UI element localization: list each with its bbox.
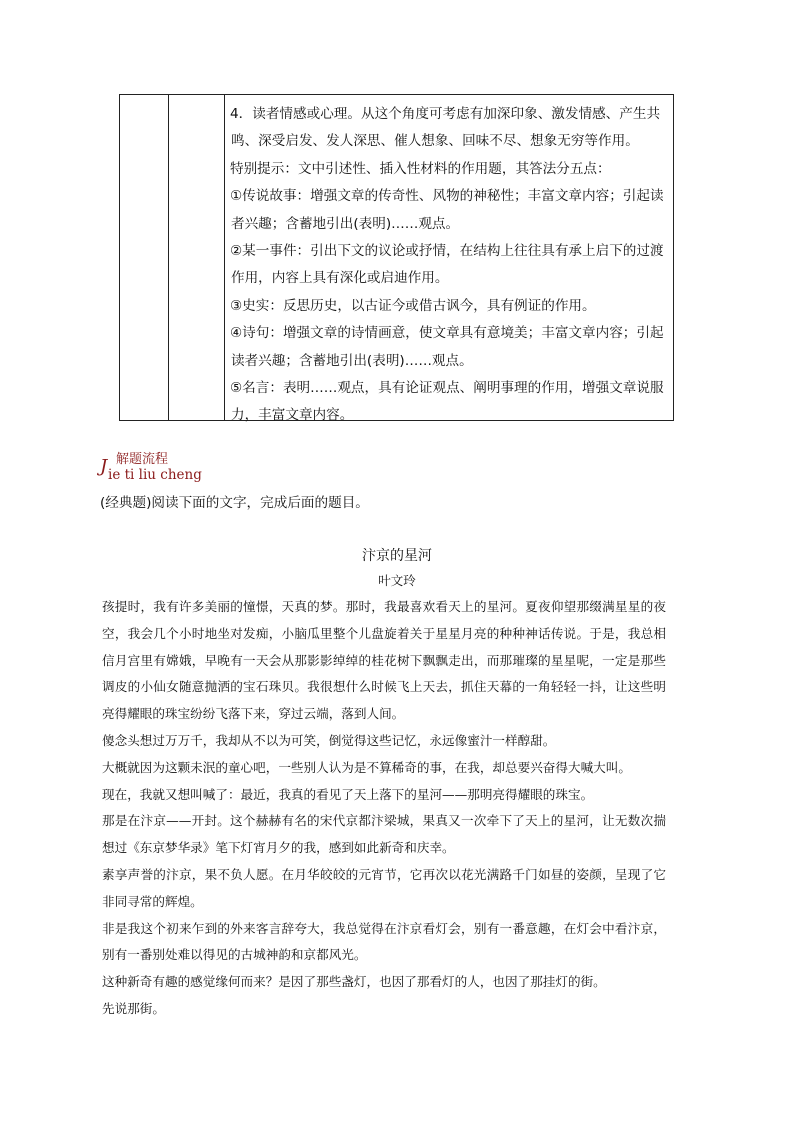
article-author: 叶文玲 <box>378 573 416 588</box>
table-divider-2 <box>224 95 225 420</box>
article-title: 汴京的星河 <box>362 548 432 564</box>
info-table <box>119 94 674 424</box>
article-paragraph: 这种新奇有趣的感觉缘何而来？是因了那些盏灯，也因了那看灯的人，也因了那挂灯的街。 <box>102 974 606 990</box>
article-paragraph: 现在，我就又想叫喊了：最近，我真的看见了天上落下的星河——那明亮得耀眼的珠宝。 <box>102 786 594 802</box>
table-line: ④诗句：增强文章的诗情画意，使文章具有意境美；丰富文章内容；引起读者兴趣；含蓄地引出(表明)……观点。 <box>230 325 664 369</box>
table-line: ②某一事件：引出下文的议论或抒情，在结构上往往具有承上启下的过渡作用，内容上具有深化或启迪作用。 <box>230 243 664 287</box>
heading-letter: J <box>100 456 108 477</box>
article-paragraph: 那是在汴京——开封。这个赫赫有名的宋代京都汴梁城，果真又一次牵下了天上的星河，让无数次揣想过《东京梦华录》笔下灯宵月夕的我，感到如此新奇和庆幸。 <box>102 813 666 856</box>
article-paragraph: 孩提时，我有许多美丽的憧憬，天真的梦。那时，我最喜欢看天上的星河。夏夜仰望那缀满星星的夜空，我会几个小时地坐对发痴，小脑瓜里整个儿盘旋着关于星星月亮的种种神话传说。于是，我总相信月宫里有嫦娥，早晚有一天会从那影影绰绰的桂花树下飘飘走出，而那璀璨的星星呢，一定是那些调皮的小仙女随意抛洒的宝石珠贝。我很想什么时候飞上天去，抓住天幕的一角轻轻一抖，让这些明亮得耀眼的珠宝纷纷飞落下来，穿过云端，落到人间。 <box>102 599 666 722</box>
table-line: 特别提示：文中引述性、插入性材料的作用题，其答法分五点： <box>230 160 611 177</box>
article-paragraph: 先说那街。 <box>102 1000 165 1016</box>
table-line: ⑤名言：表明……观点，具有论证观点、阐明事理的作用，增强文章说服力，丰富文章内容。 <box>230 380 664 424</box>
heading-chinese: 解题流程 <box>116 452 169 467</box>
article-paragraph: 傻念头想过万万千，我却从不以为可笑，倒觉得这些记忆，永远像蜜汁一样醇甜。 <box>102 732 556 748</box>
article-paragraph: 素享声誉的汴京，果不负人愿。在月华皎皎的元宵节，它再次以花光满路千门如昼的姿颜，呈现了它非同寻常的辉煌。 <box>102 866 666 909</box>
table-content-cell <box>231 101 667 430</box>
article-body <box>102 594 666 1023</box>
table-line: ①传说故事：增强文章的传奇性、风物的神秘性；丰富文章内容；引起读者兴趣；含蓄地引出(表明)……观点。 <box>230 188 664 232</box>
table-line: ③史实：反思历史，以古证今或借古讽今，具有例证的作用。 <box>230 297 596 314</box>
question-intro: (经典题)阅读下面的文字，完成后面的题目。 <box>100 495 369 511</box>
table-line: 4．读者情感或心理。从这个角度可考虑有加深印象、激发情感、产生共鸣、深受启发、发人深思、催人想象、回味不尽、想象无穷等作用。 <box>230 106 661 150</box>
table-divider-1 <box>168 95 169 420</box>
article-paragraph: 大概就因为这颗未泯的童心吧，一些别人认为是不算稀奇的事，在我，却总要兴奋得大喊大叫。 <box>102 759 631 775</box>
heading-pinyin: ie ti liu cheng <box>108 467 202 483</box>
article-paragraph: 非是我这个初来乍到的外来客言辞夸大，我总觉得在汴京看灯会，别有一番意趣，在灯会中看汴京，别有一番别处难以得见的古城神韵和京都风光。 <box>102 920 666 963</box>
